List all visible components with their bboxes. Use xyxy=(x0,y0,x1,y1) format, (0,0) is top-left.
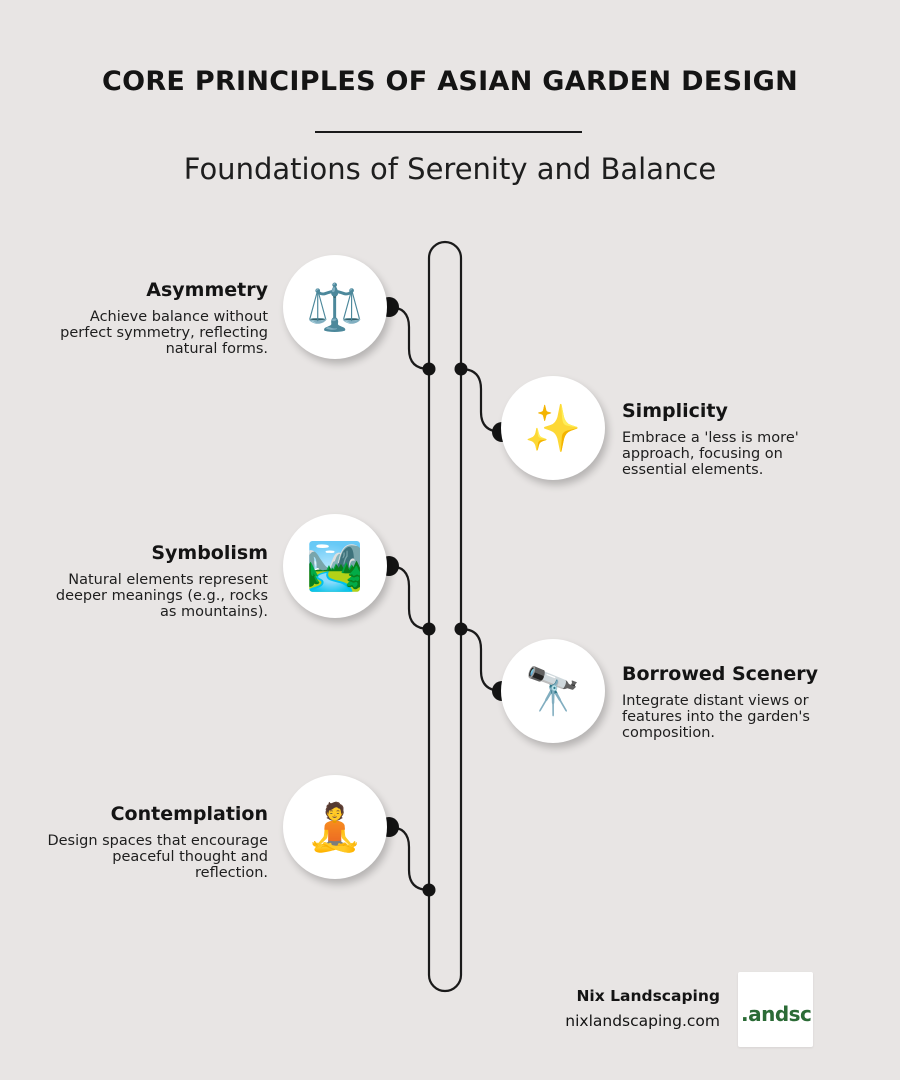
connector-symbolism xyxy=(389,566,429,629)
timeline-track xyxy=(429,242,461,991)
connector-simplicity xyxy=(461,369,502,432)
node-contemplation-track xyxy=(423,884,436,897)
telescope-icon: 🔭 xyxy=(524,664,582,718)
landscape-picture-icon: 🏞️ xyxy=(306,539,364,593)
contemplation-description: Design spaces that encourage peaceful thought and reflection. xyxy=(47,833,268,881)
symbolism-description: Natural elements represent deeper meanings (e.g., rocks as mountains). xyxy=(55,572,268,620)
node-simplicity-track xyxy=(455,363,468,376)
balance-scale-icon: ⚖️ xyxy=(306,280,364,334)
asymmetry-title: Asymmetry xyxy=(146,279,268,301)
simplicity-text-block xyxy=(622,400,837,478)
symbolism-title: Symbolism xyxy=(151,542,268,564)
company-logo xyxy=(738,972,813,1047)
connector-borrowed-scenery xyxy=(461,629,502,691)
asymmetry-description: Achieve balance without perfect symmetry, reflecting natural forms. xyxy=(60,309,268,357)
company-logo-text: .andsc xyxy=(741,1002,812,1026)
page-subtitle: Foundations of Serenity and Balance xyxy=(183,152,717,186)
borrowed-scenery-description: Integrate distant views or features into the garden's composition. xyxy=(622,693,810,741)
asymmetry-text-block xyxy=(38,279,268,357)
asymmetry-icon-circle xyxy=(283,255,387,359)
connector-contemplation xyxy=(389,827,429,890)
node-asymmetry-track xyxy=(423,363,436,376)
borrowed-scenery-title: Borrowed Scenery xyxy=(622,663,818,685)
contemplation-icon-circle xyxy=(283,775,387,879)
simplicity-icon-circle xyxy=(501,376,605,480)
borrowed-scenery-icon-circle xyxy=(501,639,605,743)
simplicity-title: Simplicity xyxy=(622,400,728,422)
sparkles-icon: ✨ xyxy=(524,401,582,455)
node-borrowed-scenery-track xyxy=(455,623,468,636)
company-url[interactable]: nixlandscaping.com xyxy=(565,1012,720,1030)
node-symbolism-track xyxy=(423,623,436,636)
meditating-person-icon: 🧘 xyxy=(306,800,364,854)
borrowed-scenery-text-block xyxy=(622,663,837,741)
symbolism-text-block xyxy=(38,542,268,620)
contemplation-text-block xyxy=(38,803,268,881)
connector-asymmetry xyxy=(389,307,429,369)
company-name: Nix Landscaping xyxy=(576,987,720,1005)
contemplation-title: Contemplation xyxy=(110,803,268,825)
symbolism-icon-circle xyxy=(283,514,387,618)
simplicity-description: Embrace a 'less is more' approach, focusing on essential elements. xyxy=(622,430,799,478)
page-title: CORE PRINCIPLES OF ASIAN GARDEN DESIGN xyxy=(101,66,799,97)
